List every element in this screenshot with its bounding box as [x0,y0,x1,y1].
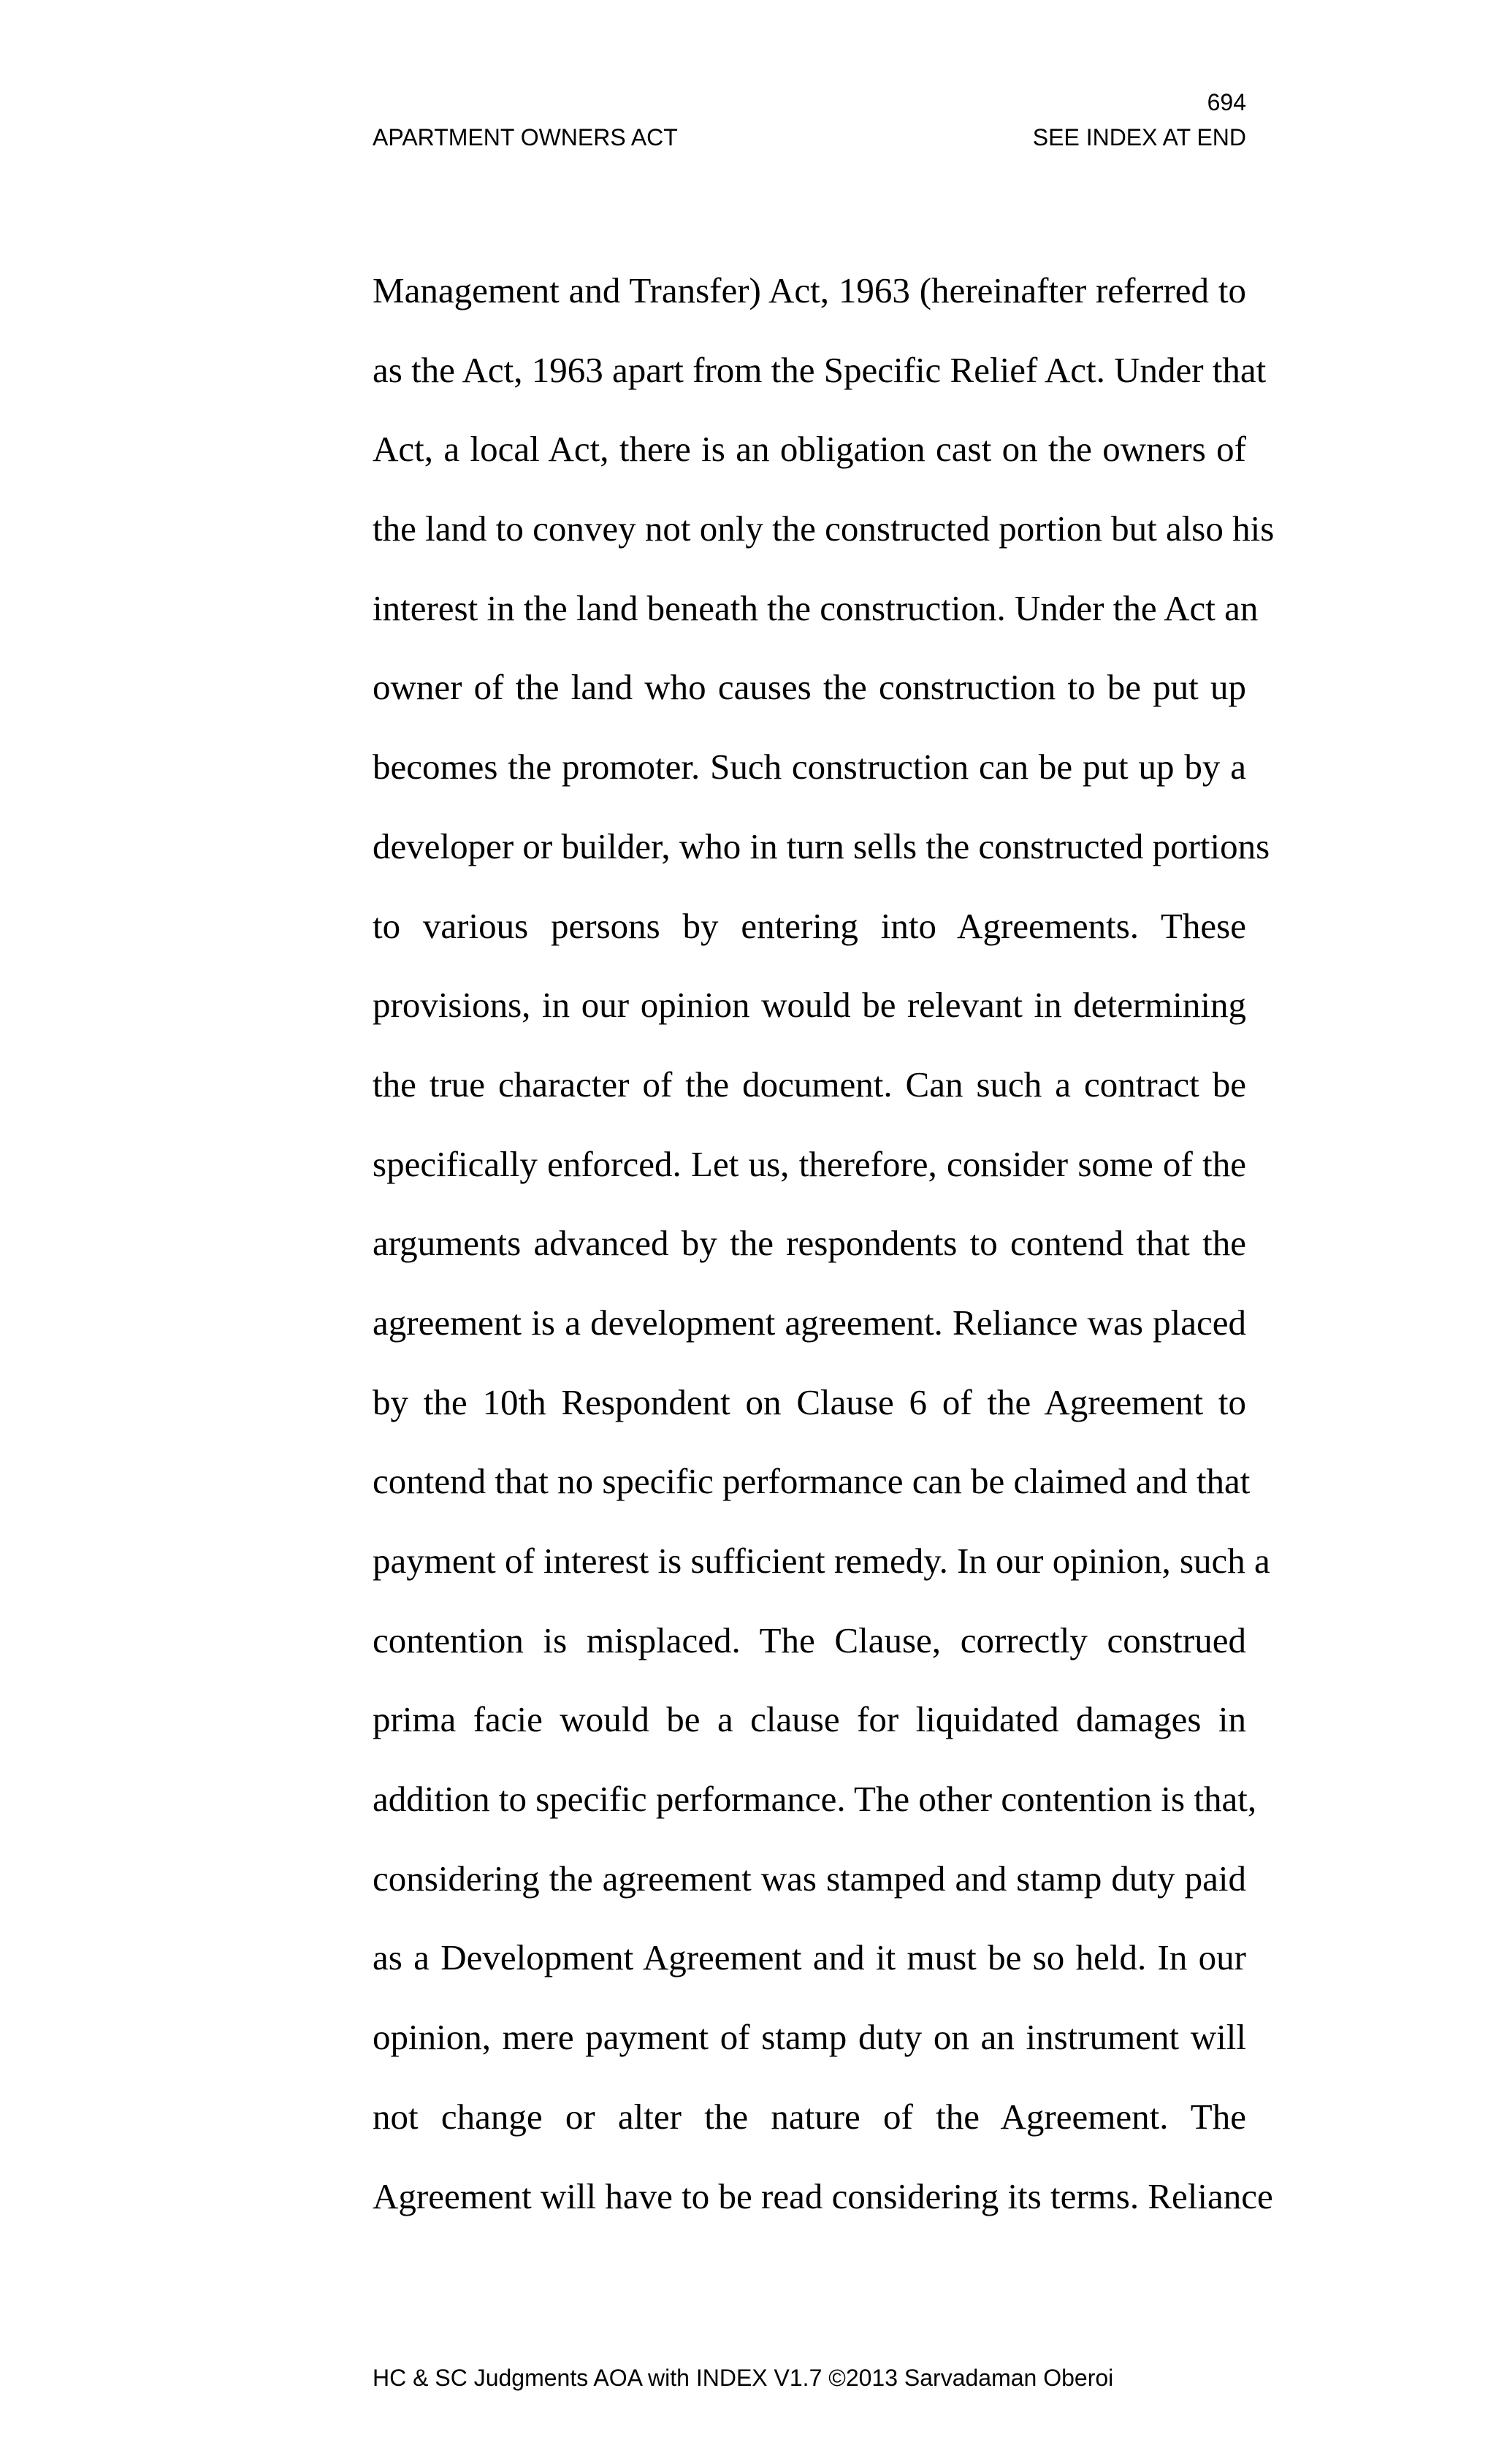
text-line: the true character of the document. Can such a contract be [373,1064,1246,1105]
page-footer: HC & SC Judgments AOA with INDEX V1.7 ©2013 Sarvadaman Oberoi [373,2365,1114,2391]
text-line: considering the agreement was stamped and stamp duty paid [373,1858,1246,1899]
text-line: by the 10th Respondent on Clause 6 of the Agreement to [373,1381,1246,1422]
body-text [373,251,1275,2236]
text-line: as a Development Agreement and it must be so held. In our [373,1937,1246,1978]
text-line: opinion, mere payment of stamp duty on an instrument will [373,2017,1246,2058]
text-line: addition to specific performance. The other contention is that, [373,1779,1257,1820]
text-line: Agreement will have to be read considering its terms. Reliance [373,2175,1273,2216]
text-line: payment of interest is sufficient remedy. In our opinion, such a [373,1541,1270,1581]
text-line: provisions, in our opinion would be relevant in determining [373,985,1246,1026]
text-line: interest in the land beneath the construction. Under the Act an [373,587,1259,628]
text-line: as the Act, 1963 apart from the Specific Relief Act. Under that [373,349,1267,390]
text-line: owner of the land who causes the construction to be put up [373,667,1246,708]
text-line: prima facie would be a clause for liquidated damages in [373,1699,1246,1740]
text-line: the land to convey not only the constructed portion but also his [373,508,1275,549]
text-line: becomes the promoter. Such construction can be put up by a [373,747,1246,787]
page-number: 694 [1207,89,1246,115]
text-line: contention is misplaced. The Clause, correctly construed [373,1620,1246,1660]
text-line: specifically enforced. Let us, therefore, consider some of the [373,1143,1246,1184]
text-line: Management and Transfer) Act, 1963 (hereinafter referred to [373,270,1246,310]
text-line: agreement is a development agreement. Reliance was placed [373,1302,1246,1343]
text-line: arguments advanced by the respondents to contend that the [373,1223,1246,1264]
header-left-title: APARTMENT OWNERS ACT [373,124,678,150]
text-line: developer or builder, who in turn sells the constructed portions [373,825,1270,866]
text-line: not change or alter the nature of the Agreement. The [373,2096,1246,2137]
text-line: Act, a local Act, there is an obligation cast on the owners of [373,429,1246,470]
running-header [373,123,1246,152]
text-line: contend that no specific performance can be claimed and that [373,1461,1251,1502]
text-line: to various persons by entering into Agreements. These [373,905,1246,946]
header-right-title: SEE INDEX AT END [1032,124,1246,150]
